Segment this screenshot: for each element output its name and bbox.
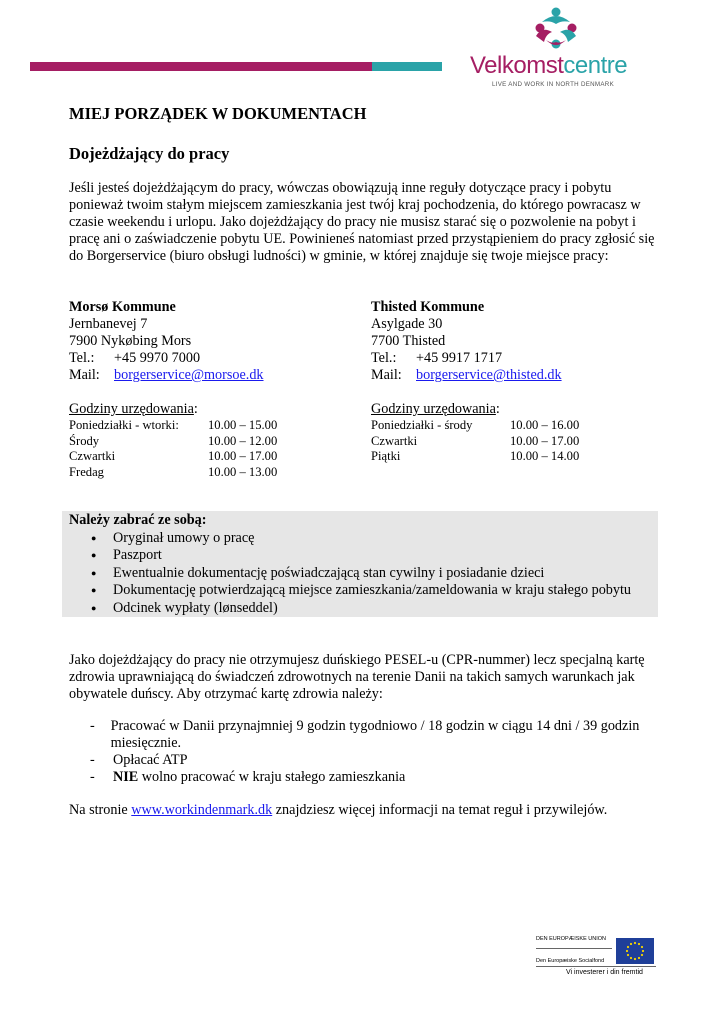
- list-item: ● Oryginał umowy o pracę: [91, 530, 658, 548]
- hours-table: [371, 418, 579, 465]
- list-item: ● Dokumentację potwierdzającą miejsce zamieszkania/zameldowania w kraju stałego pobytu: [91, 582, 658, 600]
- hours-day: Środy: [69, 433, 100, 448]
- tel-label: Tel.:: [69, 350, 95, 366]
- hours-day: Piątki: [371, 449, 401, 463]
- office-phone: +45 9917 1717: [416, 350, 503, 366]
- list-item: ● Paszport: [91, 547, 658, 565]
- more-info-paragraph: [69, 802, 659, 819]
- more-info-before: Na stronie: [69, 802, 132, 818]
- hours-day: Poniedziałki - wtorki:: [69, 418, 179, 432]
- logo-tagline: LIVE AND WORK IN NORTH DENMARK: [492, 81, 614, 88]
- requirement-text: [113, 769, 405, 786]
- hours-row: [371, 418, 579, 434]
- requirement-rest: wolno pracować w kraju stałego zamieszkania: [138, 769, 406, 785]
- logo-wordmark: Velkomstcentre: [470, 52, 628, 79]
- hours-time: 10.00 – 16.00: [510, 418, 580, 432]
- hours-row: [69, 449, 277, 465]
- office-city: 7900 Nykøbing Mors: [69, 333, 192, 349]
- list-item: [90, 769, 650, 786]
- hours-time: 10.00 – 13.00: [208, 464, 278, 479]
- office-thisted: [371, 299, 579, 465]
- hours-title: Godziny urzędowania: [371, 401, 496, 417]
- office-street: Asylgade 30: [371, 316, 443, 332]
- hours-time: 10.00 – 14.00: [510, 449, 580, 463]
- hours-time: 10.00 – 17.00: [208, 449, 278, 463]
- hours-title: Godziny urzędowania: [69, 401, 194, 417]
- hours-time: 10.00 – 15.00: [208, 418, 278, 432]
- eu-slogan-text: Vi investerer i din fremtid: [566, 969, 643, 976]
- requirement-text: Opłacać ATP: [113, 752, 188, 768]
- eu-social-fund-logo: [536, 934, 658, 980]
- requirement-text: Pracować w Danii przynajmniej 9 godzin tygodniowo / 18 godzin w ciągu 14 dni / 39 godzin miesięcznie.: [110, 718, 640, 751]
- list-item: ● Odcinek wypłaty (lønseddel): [91, 600, 658, 618]
- dash-bullet: -: [90, 718, 95, 734]
- hours-row: [371, 449, 579, 465]
- hours-row: [69, 465, 277, 481]
- page-title: MIEJ PORZĄDEK W DOKUMENTACH: [69, 104, 367, 123]
- bring-title: Należy zabrać ze sobą:: [69, 512, 207, 528]
- hours-row: [69, 418, 277, 434]
- eu-divider: [536, 948, 612, 949]
- header-bar-magenta: [30, 62, 372, 71]
- intro-paragraph: Jeśli jesteś dojeżdżającym do pracy, wówczas obowiązują inne reguły dotyczące pracy i pobytu ponieważ twoim stałym miejscem zamieszkania jest twój kraj pochodzenia, do którego powracasz w czasie weekendu i urlopu. Jako dojeżdżający do pracy nie musisz starać się o pozwolenie na pobyt i pracę ani o zaświadczenie pobytu UE. Powinieneś natomiast przed przystąpieniem do pracy zgłosić się do Borgerservice (biuro obsługi ludności) w gminie, w której znajduje się twoje miejsce pracy:: [69, 180, 655, 264]
- requirement-emphasis: NIE: [113, 769, 139, 785]
- hours-day: Czwartki: [69, 449, 116, 463]
- list-item: [90, 752, 650, 769]
- hours-day: Fredag: [69, 464, 104, 479]
- office-name: Thisted Kommune: [371, 299, 485, 315]
- mail-label: Mail:: [371, 367, 402, 383]
- hours-time: 10.00 – 17.00: [510, 433, 580, 448]
- eu-fund-text: Den Europæiske Socialfond: [536, 958, 605, 964]
- eu-union-text: DEN EUROPÆISKE UNION: [536, 936, 606, 942]
- dash-bullet: -: [90, 769, 95, 785]
- office-email-link[interactable]: borgerservice@morsoe.dk: [114, 367, 264, 383]
- list-item: ● Ewentualnie dokumentację poświadczającą stan cywilny i posiadanie dzieci: [91, 565, 658, 583]
- office-email-link[interactable]: borgerservice@thisted.dk: [416, 367, 562, 383]
- mail-label: Mail:: [69, 367, 100, 383]
- office-phone: +45 9970 7000: [114, 350, 201, 366]
- hours-table: [69, 418, 277, 480]
- people-circle-icon: [532, 6, 580, 52]
- bring-list: [91, 530, 658, 618]
- office-street: Jernbanevej 7: [69, 316, 148, 332]
- hours-day: Poniedziałki - środy: [371, 418, 473, 432]
- documents-to-bring-box: [62, 511, 658, 617]
- hours-title-colon: :: [495, 401, 500, 417]
- section-heading: Dojeżdżający do pracy: [69, 144, 230, 163]
- header-bar-teal: [372, 62, 442, 71]
- hours-title-colon: :: [193, 401, 198, 417]
- office-name: Morsø Kommune: [69, 299, 176, 315]
- requirements-list: [90, 718, 650, 786]
- velkomstcentre-logo: [470, 6, 670, 90]
- office-morso: [69, 299, 277, 480]
- more-info-after: znajdziesz więcej informacji na temat reguł i przywilejów.: [272, 802, 608, 818]
- list-item: [90, 718, 650, 752]
- tel-label: Tel.:: [371, 350, 397, 366]
- eu-divider: [536, 966, 656, 967]
- hours-row: [69, 434, 277, 450]
- hours-time: 10.00 – 12.00: [208, 433, 278, 448]
- eu-flag-icon: [616, 938, 654, 964]
- health-card-paragraph: Jako dojeżdżający do pracy nie otrzymujesz duńskiego PESEL-u (CPR-nummer) lecz specjalną kartę zdrowia uprawniającą do świadczeń zdrowotnych na terenie Danii na takich samych warunkach jak obywatele duńscy. Aby otrzymać kartę zdrowia należy:: [69, 652, 645, 702]
- workindenmark-link[interactable]: www.workindenmark.dk: [131, 802, 273, 818]
- hours-day: Czwartki: [371, 433, 418, 448]
- dash-bullet: -: [90, 752, 95, 768]
- office-city: 7700 Thisted: [371, 333, 446, 349]
- hours-row: [371, 434, 579, 450]
